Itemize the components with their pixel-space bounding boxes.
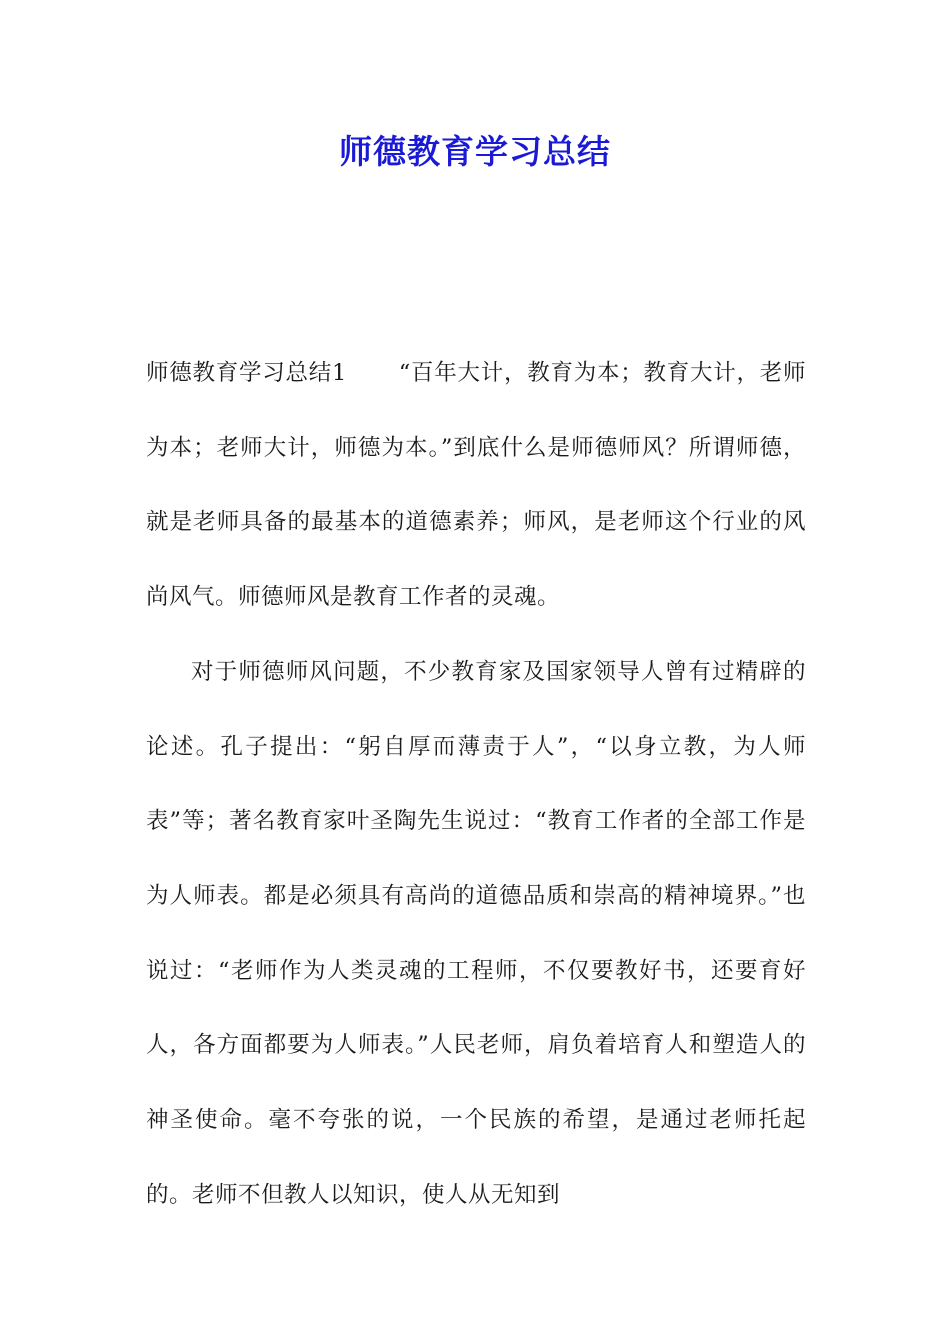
paragraph-2: 对于师德师风问题，不少教育家及国家领导人曾有过精辟的论述。孔子提出：“躬自厚而薄责于人”，“以身立教，为人师表”等；著名教育家叶圣陶先生说过：“教育工作者的全部工作是为人师表。都是必须具有高尚的道德品质和崇高的精神境界。”也说过：“老师作为人类灵魂的工程师，不仅要教好书，还要育好人，各方面都要为人师表。”人民老师，肩负着培育人和塑造人的神圣使命。毫不夸张的说，一个民族的希望，是通过老师托起的。老师不但教人以知识，使人从无知到 [146,658,806,1208]
section-heading: 师德教育学习总结1 [146,360,347,386]
document-title: 师德教育学习总结 [339,132,611,171]
paragraph-1-text: “百年大计，教育为本；教育大计，老师为本；老师大计，师德为本。”到底什么是师德师风？所谓师德，就是老师具备的最基本的道德素养；师风，是老师这个行业的风尚风气。师德师风是教育工作者的灵魂。 [146,360,806,611]
document-body [146,336,806,1232]
paragraph-1 [146,336,806,635]
